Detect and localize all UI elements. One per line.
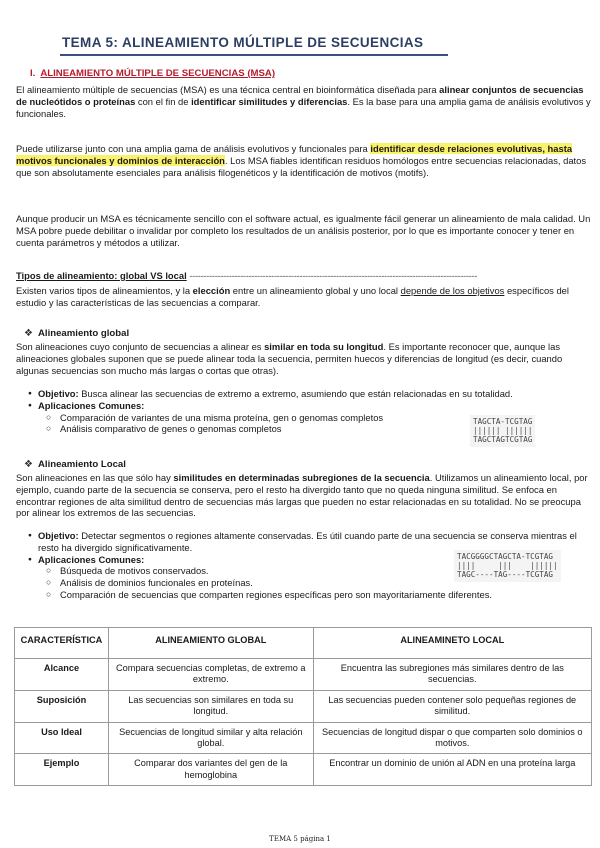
seq-line: TACGGGGCTAGCTA-TCGTAG <box>457 552 554 561</box>
text-bold: elección <box>192 285 231 296</box>
label: Objetivo: <box>38 530 79 541</box>
text: Son alineaciones en las que sólo hay <box>16 472 174 483</box>
text: Detectar segmentos o regiones altamente conservadas. Es útil cuando parte de una secuencia se conserva mientras el resto ha divergido significativamente. <box>38 530 577 553</box>
global-alignment-figure <box>470 415 535 447</box>
text: Son alineaciones cuyo conjunto de secuencias a alinear es <box>16 341 265 352</box>
text: Análisis comparativo de genes o genomas completos <box>60 423 282 435</box>
text: Comparación de variantes de una misma proteína, gen o genomas completos <box>60 411 384 423</box>
paragraph-quality: Aunque producir un MSA es técnicamente sencillo con el software actual, es igualmente fácil generar un alineamiento de mala calidad. Un MSA pobre puede debilitar o invalidar por completo los resultados de un análisis posterior, por lo que es importante conocer y tener en cuenta parámetros y métodos a utilizar. <box>16 213 591 248</box>
section-title: ALINEAMIENTO MÚLTIPLE DE SECUENCIAS (MSA) <box>40 68 276 79</box>
text: Comparación de secuencias que comparten regiones específicas pero son mayoritariamente diferentes. <box>60 588 493 600</box>
seq-line: TAGCTAGTCGTAG <box>473 435 533 445</box>
page-title: TEMA 5: ALINEAMIENTO MÚLTIPLE DE SECUENCIAS <box>62 35 424 50</box>
comparison-table <box>14 627 592 786</box>
section-number: I. <box>30 68 36 79</box>
section-heading <box>30 68 275 80</box>
table-header-row <box>15 628 592 659</box>
diamond-bullet-icon: ❖ <box>24 328 33 339</box>
paragraph-local <box>16 472 592 519</box>
page-footer: TEMA 5 página 1 <box>269 835 331 843</box>
bullet-objetivo <box>28 388 588 400</box>
table-row <box>15 659 592 691</box>
paragraph-intro <box>16 84 592 119</box>
text: con el fin de <box>135 95 192 107</box>
table-cell: Encontrar un dominio de unión al ADN en una proteína larga <box>313 754 591 786</box>
local-alignment-figure <box>454 550 561 582</box>
heading-local-text: Alineamiento Local <box>37 459 126 470</box>
text: . Los MSA fiables identifican residuos homólogos entre secuencias relacionadas, datos que son absolutamente esenciales para análisis filogenéticos y la identificación de motivos (motifs). <box>16 154 587 178</box>
text: El alineamiento múltiple de secuencias (MSA) es una técnica central en bioinformática diseñada para <box>16 84 440 95</box>
heading-global-text: Alineamiento global <box>37 328 130 339</box>
text: Puede utilizarse junto con una amplia gama de análisis evolutivos y funcionales para <box>16 143 371 154</box>
text: entre un alineamiento global y uno local <box>230 285 401 296</box>
subsection-heading-tipos <box>16 270 592 282</box>
text: . Es la base para una amplia gama de análisis evolutivos y funcionales. <box>16 95 591 119</box>
table-cell: Uso Ideal <box>15 722 109 754</box>
table-cell: Las secuencias son similares en toda su longitud. <box>108 690 313 722</box>
seq-line: TAGC----TAG----TCGTAG <box>457 570 554 580</box>
highlighted-text: identificar desde relaciones evolutivas, hasta motivos funcionales y dominios de interacción <box>16 143 573 166</box>
text-bold: similar en toda su longitud <box>264 341 384 352</box>
text-underlined: depende de los objetivos <box>400 285 505 296</box>
match-line: |||| ||| |||||| <box>457 561 558 571</box>
column-header: ALINEAMIENTO GLOBAL <box>108 628 313 659</box>
text: . Es importante reconocer que, aunque las alineaciones globales suponen que se puede alinear toda la secuencia, permiten huecos y diferencias de longitud (es decir, cuando algunas secuencias son mucho más largas o cortas que otras). <box>16 341 563 376</box>
tipos-heading: Tipos de alineamiento: global VS local <box>16 270 187 281</box>
label: Aplicaciones Comunes: <box>38 553 145 565</box>
table-row <box>15 722 592 754</box>
text: Análisis de dominios funcionales en proteínas. <box>60 577 253 589</box>
text-bold: identificar similitudes y diferencias <box>191 95 348 107</box>
dash-rule: ------------------------------------------------------------------------------------------------------ <box>189 270 478 281</box>
text-bold: similitudes en determinadas subregiones de la secuencia <box>173 472 430 483</box>
paragraph-global <box>16 341 592 376</box>
table-cell: Suposición <box>15 690 109 722</box>
seq-line: TAGCTA-TCGTAG <box>473 417 533 426</box>
heading-global <box>24 328 129 340</box>
title-underline <box>60 54 448 56</box>
label: Aplicaciones Comunes: <box>38 399 145 411</box>
table-cell: Comparar dos variantes del gen de la hemoglobina <box>108 754 313 786</box>
table-cell: Las secuencias pueden contener solo pequeñas regiones de similitud. <box>313 690 591 722</box>
table-cell: Ejemplo <box>15 754 109 786</box>
table-cell: Compara secuencias completas, de extremo a extremo. <box>108 659 313 691</box>
table-cell: Secuencias de longitud similar y alta relación global. <box>108 722 313 754</box>
column-header: CARACTERÍSTICA <box>15 628 109 659</box>
text: específicos del estudio y las características de las secuencias a comparar. <box>16 285 569 308</box>
diamond-bullet-icon: ❖ <box>24 459 33 470</box>
text: . Utilizamos un alineamiento local, por ejemplo, cuando parte de la secuencia se conserva, pero el resto ha divergido tanto que no queda ninguna similitud. Se enfoca en encontrar regiones de alta similitud dentro de secuencias más largas que pueden no estar relacionadas en su totalidad. No se preocupa por alinear los extremos de las secuencias. <box>16 472 588 519</box>
table-cell: Secuencias de longitud dispar o que comparten solo dominios o motivos. <box>313 722 591 754</box>
table-row <box>15 754 592 786</box>
heading-local <box>24 459 126 471</box>
match-line: |||||| |||||| <box>473 426 533 436</box>
sub-bullet <box>28 589 594 601</box>
text-bold: alinear conjuntos de secuencias de nucleótidos o proteínas <box>16 84 584 107</box>
label: Objetivo: <box>38 388 79 399</box>
table-cell: Alcance <box>15 659 109 691</box>
bullet-aplicaciones <box>28 400 588 412</box>
table-cell: Encuentra las subregiones más similares dentro de las secuencias. <box>313 659 591 691</box>
text: Búsqueda de motivos conservados. <box>60 565 209 577</box>
column-header: ALINEAMINETO LOCAL <box>313 628 591 659</box>
table-row <box>15 690 592 722</box>
text: Existen varios tipos de alineamientos, y la <box>16 285 193 296</box>
paragraph-uses <box>16 143 592 178</box>
text: Busca alinear las secuencias de extremo a extremo, asumiendo que están relacionadas en su totalidad. <box>78 388 513 399</box>
paragraph-tipos <box>16 285 592 309</box>
